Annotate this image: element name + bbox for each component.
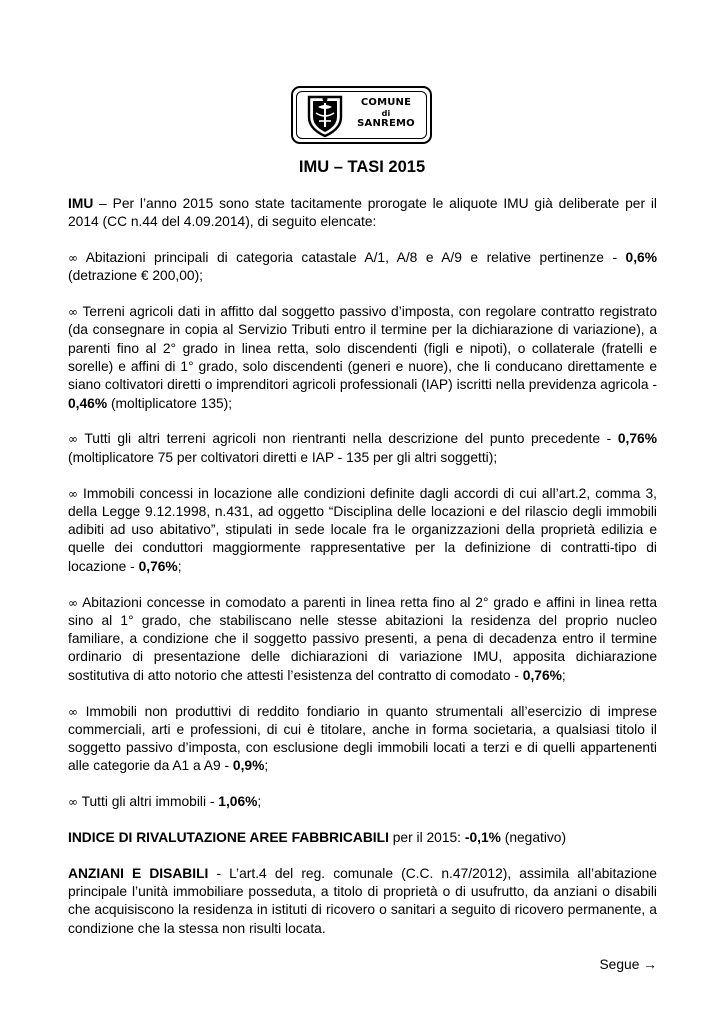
infinity-bullet-icon: ∞ [68, 432, 78, 447]
item-rate: 1,06% [218, 794, 258, 810]
logo-line-comune: COMUNE [360, 97, 412, 108]
item-text-after: ; [257, 794, 262, 810]
crest-icon [301, 91, 349, 139]
infinity-bullet-icon: ∞ [68, 305, 78, 320]
list-item [68, 703, 657, 776]
logo-line-sanremo: SANREMO [357, 118, 415, 129]
intro-paragraph [68, 195, 657, 232]
indice-after: (negativo) [500, 830, 567, 846]
intro-label: IMU [68, 196, 94, 211]
item-rate: 0,9% [232, 758, 265, 774]
list-item [68, 485, 657, 576]
item-text-after: ; [264, 758, 269, 774]
list-item [68, 594, 657, 685]
intro-text: – Per l’anno 2015 sono state tacitamente prorogate le aliquote IMU già deliberate per il 2014 (CC n.44 del 4.09.2014), di seguito elencate: [68, 196, 657, 230]
item-text: Tutti gli altri immobili - [78, 794, 219, 810]
comune-logo [291, 86, 432, 144]
item-text: Immobili non produttivi di reddito fondiario in quanto strumentali all’esercizio di imprese commerciali, arti e professioni, di cui è titolare, anche in forma societaria, a qualsiasi titolo il soggetto passivo d’imposta, con esclusione degli immobili locati a terzi e di quelli appartenenti alle categorie da A1 a A9 - [68, 703, 657, 774]
indice-label: INDICE DI RIVALUTAZIONE AREE FABBRICABILI [68, 830, 389, 846]
item-rate: 0,6% [625, 250, 657, 266]
item-text-after: (moltiplicatore 75 per coltivatori diretti e IAP - 135 per gli altri soggetti); [68, 449, 498, 465]
indice-text: per il 2015: [388, 830, 465, 846]
item-rate: 0,46% [68, 395, 108, 411]
page-title: IMU – TASI 2015 [298, 158, 426, 176]
indice-paragraph [68, 829, 657, 847]
item-text-after: ; [561, 667, 566, 683]
infinity-bullet-icon: ∞ [68, 486, 78, 501]
item-rate: 0,76% [138, 558, 178, 574]
list-item [68, 249, 657, 286]
item-text-after: (detrazione € 200,00); [68, 268, 203, 284]
anziani-label: ANZIANI E DISABILI [68, 865, 209, 881]
segue-text: Segue → [599, 956, 657, 972]
infinity-bullet-icon: ∞ [68, 251, 78, 266]
item-text-after: (moltiplicatore 135); [107, 395, 233, 411]
item-text: Abitazioni concesse in comodato a parenti in linea retta fino al 2° grado e affini in linea retta sino al 1° grado, che stabiliscano nelle stesse abitazioni la residenza del proprio nucleo familiare, a condizione che il soggetto passivo presenti, a pena di decadenza entro il termine ordinario di presentazione delle dichiarazioni di variazione IMU, apposita dichiarazione sostitutiva di atto notorio che attesti l’esistenza del contratto di comodato - [68, 594, 657, 683]
item-text: Tutti gli altri terreni agricoli non rientranti nella descrizione del punto precedente - [78, 431, 618, 447]
document-body [68, 195, 657, 991]
anziani-text: - L’art.4 del reg. comunale (C.C. n.47/2012), assimila all’abitazione principale l’unità immobiliare posseduta, a titolo di proprietà o di usufrutto, da anziani o disabili che acquisiscono la residenza in istituti di ricovero o sanitari a seguito di ricovero permanente, a condizione che la stessa non risulti locata. [68, 865, 657, 936]
item-text-after: ; [177, 558, 182, 574]
indice-value: -0,1% [464, 830, 501, 846]
item-text: Immobili concessi in locazione alle condizioni definite dagli accordi di cui all’art.2, comma 3, della Legge 9.12.1998, n.431, ad oggetto “Disciplina delle locazioni e del rilascio degli immobili adibiti ad uso abitativo”, stipulati in sede locale fra le organizzazioni della proprietà edilizia e quelle dei conduttori maggiormente rappresentative per la definizione di contratti-tipo di locazione - [68, 485, 657, 574]
item-rate: 0,76% [617, 431, 657, 447]
infinity-bullet-icon: ∞ [68, 595, 78, 610]
item-text: Terreni agricoli dati in affitto dal soggetto passivo d’imposta, con regolare contratto registrato (da consegnare in copia al Servizio Tributi entro il termine per la dichiarazione di variazione), a parenti fino al 2° grado in linea retta, solo discendenti (figli e nipoti), o collaterale (fratelli e sorelle) e affini di 1° grado, solo discendenti (generi e nuore), che li conducano direttamente e siano coltivatori diretti o imprenditori agricoli professionali (IAP) iscritti nella previdenza agricola - [68, 304, 657, 393]
list-item [68, 303, 657, 413]
logo-text [355, 97, 417, 130]
item-text: Abitazioni principali di categoria catastale A/1, A/8 e A/9 e relative pertinenze - [78, 250, 626, 266]
list-item [68, 793, 657, 811]
item-rate: 0,76% [522, 667, 562, 683]
logo-line-di: di [381, 109, 391, 118]
infinity-bullet-icon: ∞ [68, 795, 78, 810]
anziani-paragraph [68, 865, 657, 938]
infinity-bullet-icon: ∞ [68, 704, 78, 719]
list-item [68, 430, 657, 467]
